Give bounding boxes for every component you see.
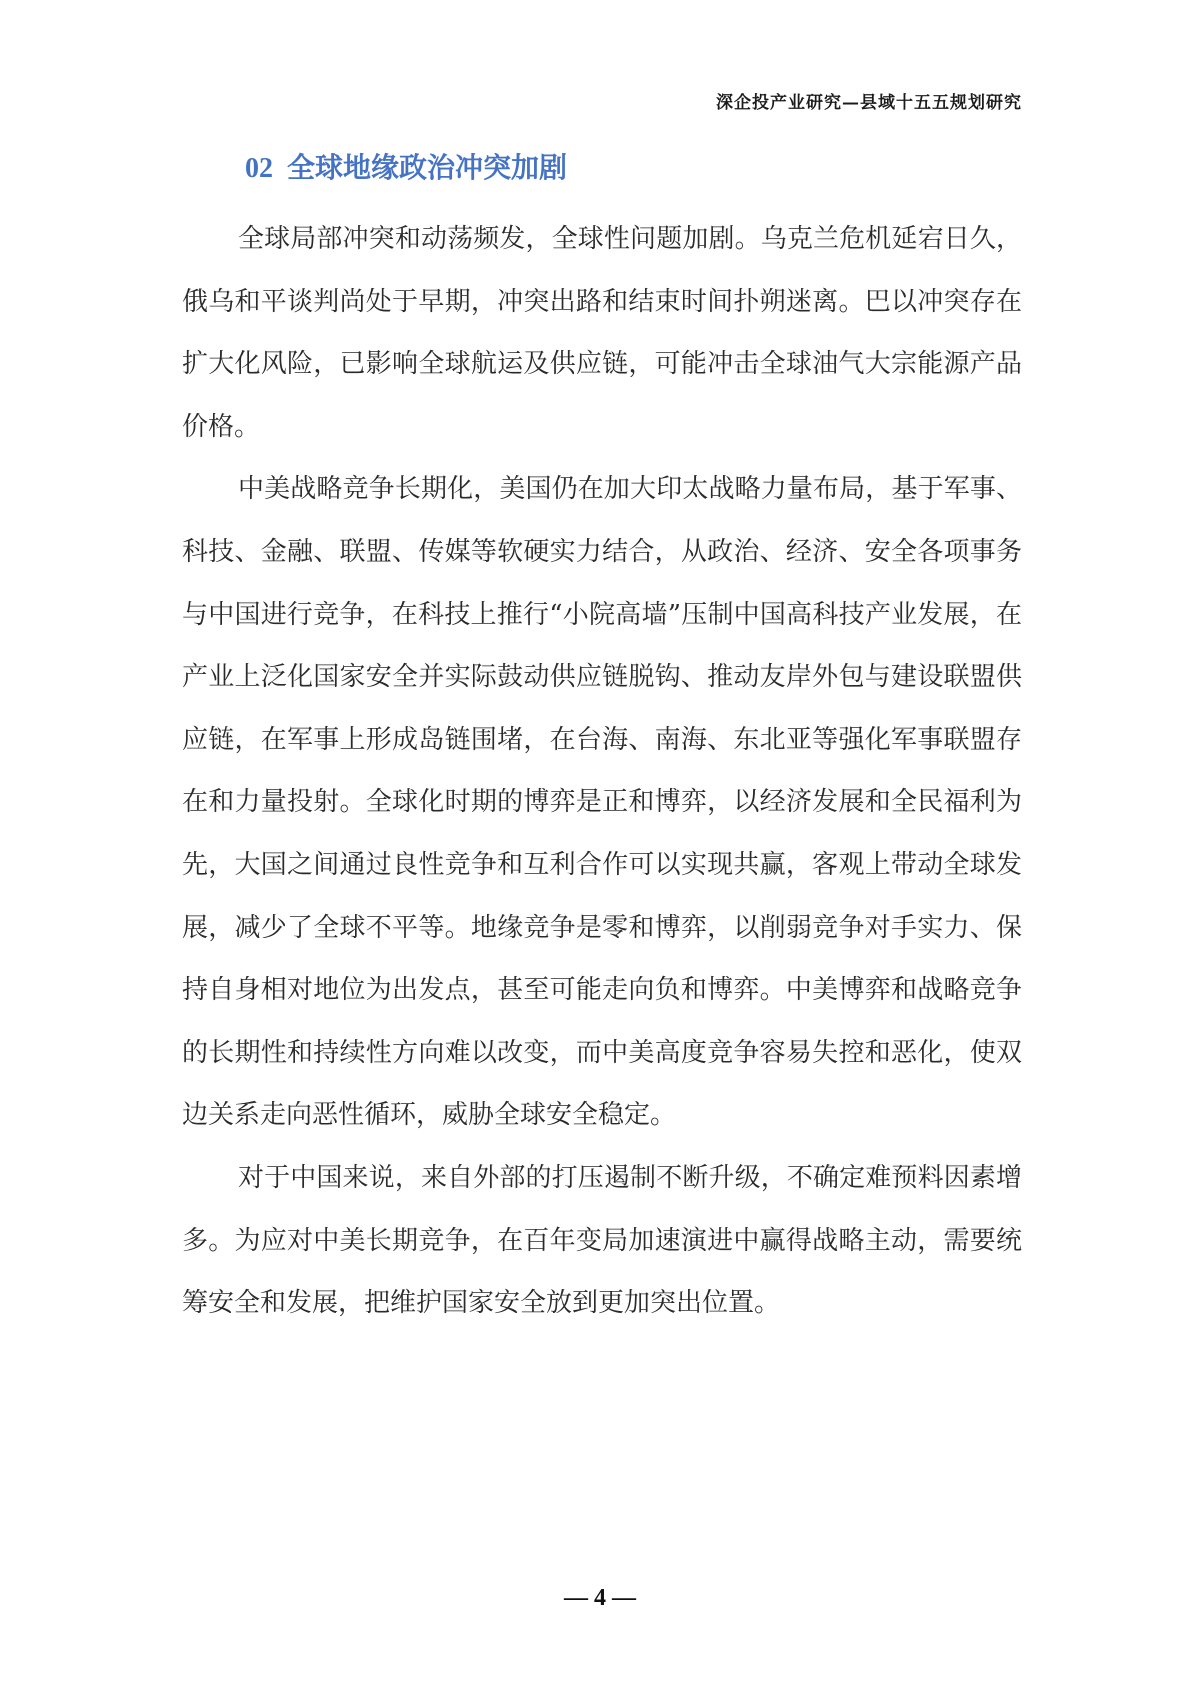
section-number: 02 xyxy=(245,153,273,184)
paragraph-1: 全球局部冲突和动荡频发，全球性问题加剧。乌克兰危机延宕日久，俄乌和平谈判尚处于早期，冲突出路和结束时间扑朔迷离。巴以冲突存在扩大化风险，已影响全球航运及供应链，可能冲击全球油气大宗能源产品价格。 xyxy=(182,224,1022,442)
paragraph-3: 对于中国来说，来自外部的打压遏制不断升级，不确定难预料因素增多。为应对中美长期竞争，在百年变局加速演进中赢得战略主动，需要统筹安全和发展，把维护国家安全放到更加突出位置。 xyxy=(182,1162,1022,1319)
page-number: — 4 — xyxy=(564,1585,636,1611)
body-text xyxy=(182,208,1022,1335)
section-title xyxy=(245,146,567,186)
paragraph-2: 中美战略竞争长期化，美国仍在加大印太战略力量布局，基于军事、科技、金融、联盟、传媒等软硬实力结合，从政治、经济、安全各项事务与中国进行竞争，在科技上推行“小院高墙”压制中国高科技产业发展，在产业上泛化国家安全并实际鼓动供应链脱钩、推动友岸外包与建设联盟供应链，在军事上形成岛链围堵，在台海、南海、东北亚等强化军事联盟存在和力量投射。全球化时期的博弈是正和博弈，以经济发展和全民福利为先，大国之间通过良性竞争和互利合作可以实现共赢，客观上带动全球发展，减少了全球不平等。地缘竞争是零和博弈，以削弱竞争对手实力、保持自身相对地位为出发点，甚至可能走向负和博弈。中美博弈和战略竞争的长期性和持续性方向难以改变，而中美高度竞争容易失控和恶化，使双边关系走向恶性循环，威胁全球安全稳定。 xyxy=(182,474,1022,1131)
running-header: 深企投产业研究—县域十五五规划研究 xyxy=(716,93,1022,113)
section-title-text: 全球地缘政治冲突加剧 xyxy=(287,151,568,184)
